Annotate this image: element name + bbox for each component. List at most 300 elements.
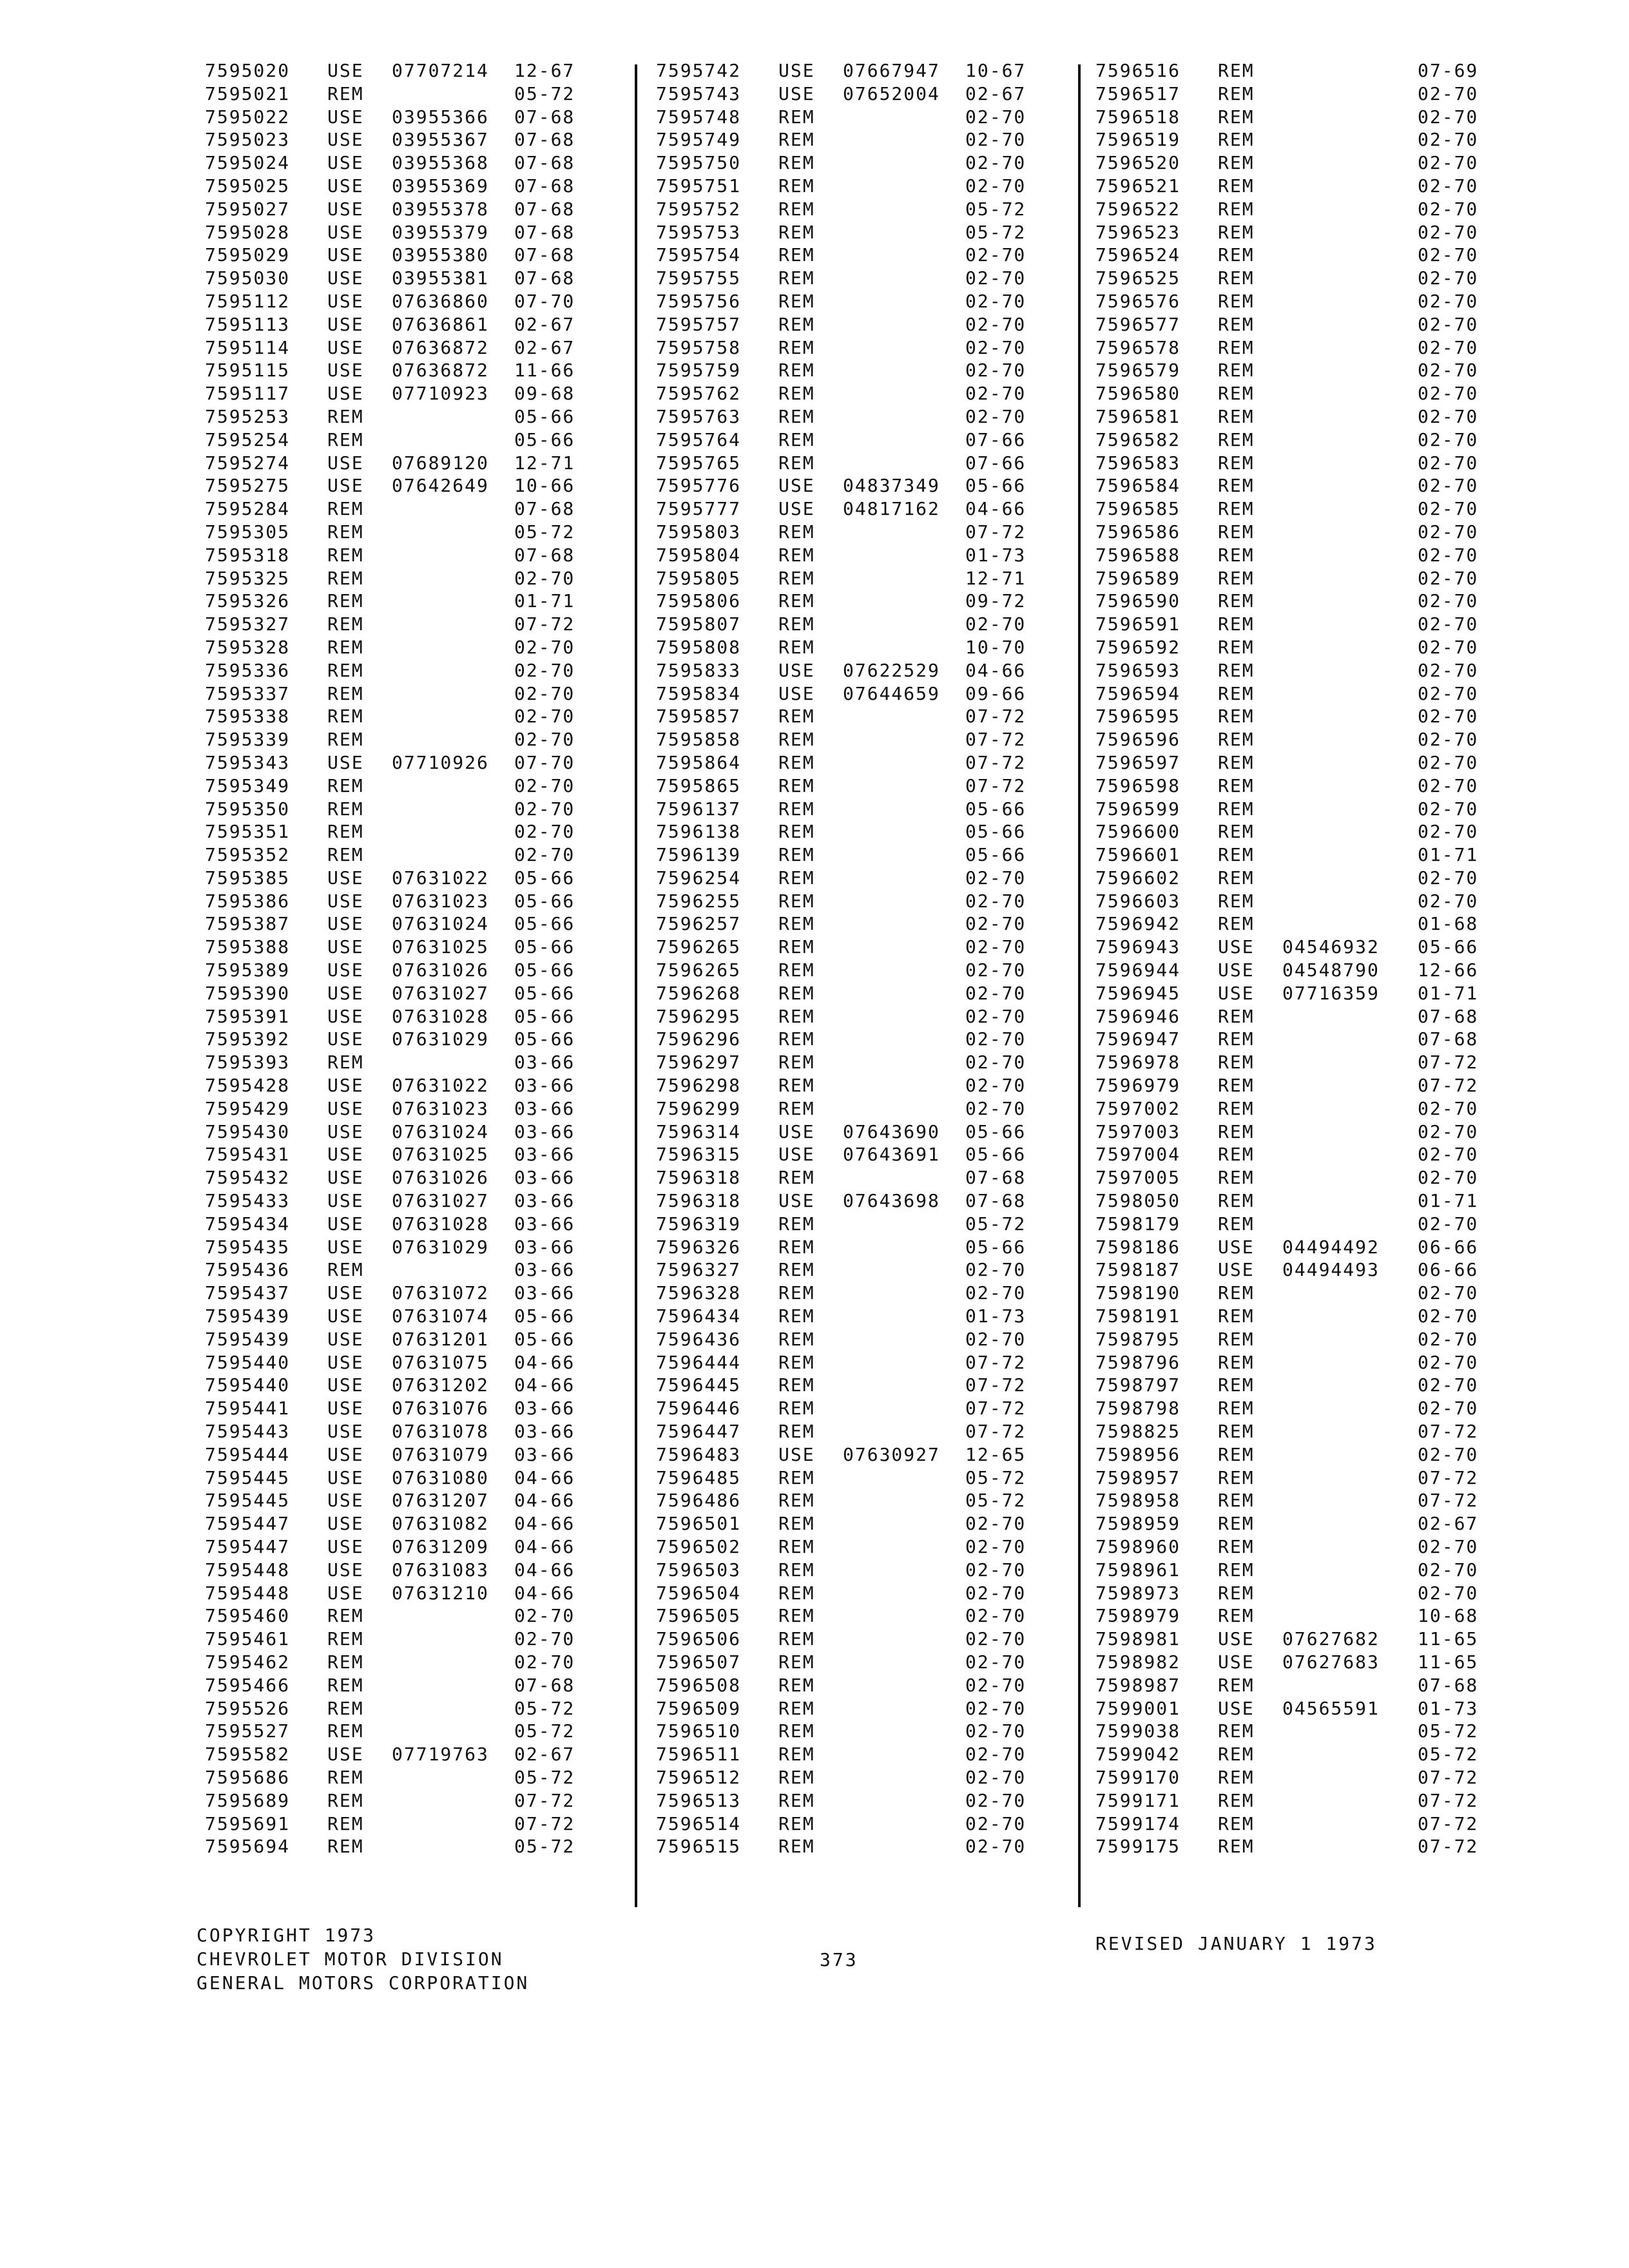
- effective-date: 07-72: [514, 1789, 575, 1811]
- replacement-part-number: 07652004: [843, 82, 940, 104]
- disposition-code: REM: [778, 936, 815, 958]
- part-number: 7595439: [205, 1328, 291, 1350]
- disposition-code: REM: [1218, 774, 1255, 796]
- disposition-code: REM: [1218, 290, 1255, 312]
- effective-date: 02-70: [965, 867, 1027, 889]
- page-number: 373: [820, 1949, 858, 1970]
- disposition-code: USE: [327, 1213, 364, 1235]
- part-number: 7596520: [1095, 152, 1181, 174]
- effective-date: 07-72: [965, 1398, 1027, 1419]
- part-number: 7595803: [656, 521, 742, 543]
- part-number: 7595115: [205, 360, 291, 381]
- part-number: 7595441: [205, 1398, 291, 1419]
- disposition-code: REM: [778, 360, 815, 381]
- part-number: 7595328: [205, 636, 291, 658]
- disposition-code: REM: [1218, 1766, 1255, 1788]
- disposition-code: REM: [1218, 1075, 1255, 1097]
- disposition-code: REM: [778, 982, 815, 1004]
- effective-date: 02-70: [1418, 175, 1479, 197]
- effective-date: 05-72: [965, 1213, 1027, 1235]
- effective-date: 02-70: [965, 405, 1027, 427]
- effective-date: 05-66: [965, 1120, 1027, 1142]
- disposition-code: REM: [327, 405, 364, 427]
- part-number: 7596593: [1095, 659, 1181, 681]
- part-number: 7596326: [656, 1236, 742, 1258]
- disposition-code: USE: [778, 82, 815, 104]
- part-number: 7596600: [1095, 821, 1181, 843]
- disposition-code: REM: [1218, 82, 1255, 104]
- part-number: 7595444: [205, 1443, 291, 1465]
- effective-date: 05-72: [514, 82, 575, 104]
- copyright-line: COPYRIGHT 1973: [197, 1925, 376, 1946]
- disposition-code: REM: [778, 774, 815, 796]
- part-number: 7598187: [1095, 1259, 1181, 1281]
- part-number: 7595434: [205, 1213, 291, 1235]
- effective-date: 07-72: [965, 729, 1027, 751]
- effective-date: 07-68: [1418, 1005, 1479, 1027]
- part-number: 7595750: [656, 152, 742, 174]
- disposition-code: REM: [1218, 1605, 1255, 1627]
- effective-date: 05-66: [514, 1005, 575, 1027]
- effective-date: 02-70: [965, 244, 1027, 266]
- disposition-code: REM: [1218, 1582, 1255, 1604]
- part-number: 7595030: [205, 267, 291, 289]
- effective-date: 02-70: [965, 313, 1027, 335]
- part-number: 7595754: [656, 244, 742, 266]
- effective-date: 05-66: [1418, 936, 1479, 958]
- effective-date: 06-66: [1418, 1259, 1479, 1281]
- effective-date: 07-68: [1418, 1674, 1479, 1696]
- replacement-part-number: 07643698: [843, 1190, 940, 1212]
- disposition-code: USE: [327, 1582, 364, 1604]
- disposition-code: REM: [778, 1005, 815, 1027]
- effective-date: 02-70: [1418, 1167, 1479, 1189]
- effective-date: 03-66: [514, 1443, 575, 1465]
- effective-date: 02-70: [514, 798, 575, 820]
- disposition-code: USE: [1218, 1628, 1255, 1650]
- disposition-code: USE: [327, 1144, 364, 1166]
- part-number: 7597005: [1095, 1167, 1181, 1189]
- effective-date: 02-67: [514, 1744, 575, 1765]
- part-number: 7596509: [656, 1697, 742, 1719]
- part-number: 7595752: [656, 198, 742, 220]
- effective-date: 05-66: [514, 867, 575, 889]
- disposition-code: REM: [778, 1305, 815, 1327]
- effective-date: 02-70: [1418, 682, 1479, 704]
- disposition-code: REM: [778, 544, 815, 566]
- disposition-code: REM: [778, 1421, 815, 1443]
- part-number: 7595318: [205, 544, 291, 566]
- part-number: 7595447: [205, 1513, 291, 1535]
- effective-date: 02-70: [514, 729, 575, 751]
- part-number: 7596585: [1095, 498, 1181, 520]
- disposition-code: REM: [1218, 613, 1255, 635]
- disposition-code: USE: [327, 129, 364, 151]
- effective-date: 04-66: [965, 498, 1027, 520]
- effective-date: 02-70: [514, 659, 575, 681]
- replacement-part-number: 03955381: [392, 267, 489, 289]
- effective-date: 12-71: [965, 567, 1027, 589]
- effective-date: 02-70: [965, 1097, 1027, 1119]
- effective-date: 02-70: [965, 1836, 1027, 1858]
- part-number: 7595460: [205, 1605, 291, 1627]
- effective-date: 04-66: [514, 1466, 575, 1488]
- replacement-part-number: 07689120: [392, 452, 489, 474]
- part-number: 7595338: [205, 706, 291, 727]
- effective-date: 01-73: [965, 544, 1027, 566]
- effective-date: 01-71: [1418, 1190, 1479, 1212]
- disposition-code: REM: [778, 1259, 815, 1281]
- disposition-code: REM: [1218, 60, 1255, 81]
- part-number: 7595114: [205, 336, 291, 358]
- disposition-code: REM: [778, 152, 815, 174]
- replacement-part-number: 03955379: [392, 221, 489, 243]
- disposition-code: REM: [327, 1674, 364, 1696]
- disposition-code: REM: [778, 1167, 815, 1189]
- part-number: 7596510: [656, 1720, 742, 1742]
- disposition-code: REM: [327, 636, 364, 658]
- disposition-code: USE: [327, 1305, 364, 1327]
- part-number: 7595336: [205, 659, 291, 681]
- part-number: 7595275: [205, 475, 291, 497]
- disposition-code: REM: [1218, 1812, 1255, 1834]
- part-number: 7595756: [656, 290, 742, 312]
- disposition-code: REM: [778, 636, 815, 658]
- disposition-code: REM: [1218, 706, 1255, 727]
- part-number: 7596508: [656, 1674, 742, 1696]
- part-number: 7595349: [205, 774, 291, 796]
- disposition-code: USE: [778, 60, 815, 81]
- effective-date: 02-70: [1418, 383, 1479, 405]
- replacement-part-number: 03955380: [392, 244, 489, 266]
- part-number: 7595429: [205, 1097, 291, 1119]
- part-number: 7595466: [205, 1674, 291, 1696]
- disposition-code: USE: [327, 175, 364, 197]
- effective-date: 02-70: [1418, 1351, 1479, 1373]
- part-number: 7596515: [656, 1836, 742, 1858]
- part-number: 7595431: [205, 1144, 291, 1166]
- replacement-part-number: 07631209: [392, 1536, 489, 1557]
- part-number: 7595448: [205, 1559, 291, 1581]
- disposition-code: REM: [327, 1720, 364, 1742]
- effective-date: 02-70: [1418, 544, 1479, 566]
- effective-date: 02-70: [965, 1075, 1027, 1097]
- part-number: 7596590: [1095, 590, 1181, 612]
- part-number: 7595113: [205, 313, 291, 335]
- disposition-code: USE: [327, 221, 364, 243]
- disposition-code: REM: [327, 1836, 364, 1858]
- effective-date: 02-70: [514, 1651, 575, 1673]
- effective-date: 02-70: [965, 613, 1027, 635]
- effective-date: 09-66: [965, 682, 1027, 704]
- effective-date: 07-70: [514, 751, 575, 773]
- disposition-code: REM: [1218, 729, 1255, 751]
- replacement-part-number: 07631082: [392, 1513, 489, 1535]
- part-number: 7598050: [1095, 1190, 1181, 1212]
- disposition-code: USE: [327, 1374, 364, 1396]
- replacement-part-number: 07627682: [1282, 1628, 1380, 1650]
- effective-date: 02-70: [1418, 1536, 1479, 1557]
- disposition-code: REM: [778, 1628, 815, 1650]
- effective-date: 10-70: [965, 636, 1027, 658]
- effective-date: 12-65: [965, 1443, 1027, 1465]
- effective-date: 02-70: [1418, 1282, 1479, 1304]
- disposition-code: REM: [1218, 1005, 1255, 1027]
- disposition-code: REM: [327, 821, 364, 843]
- part-number: 7599175: [1095, 1836, 1181, 1858]
- part-number: 7598179: [1095, 1213, 1181, 1235]
- part-number: 7596943: [1095, 936, 1181, 958]
- effective-date: 07-68: [514, 244, 575, 266]
- effective-date: 02-70: [1418, 1443, 1479, 1465]
- disposition-code: REM: [1218, 1028, 1255, 1050]
- effective-date: 02-70: [1418, 706, 1479, 727]
- part-number: 7596507: [656, 1651, 742, 1673]
- part-number: 7595389: [205, 959, 291, 981]
- column-divider: [1078, 64, 1081, 1907]
- part-number: 7596268: [656, 982, 742, 1004]
- effective-date: 02-70: [1418, 1328, 1479, 1350]
- effective-date: 07-72: [1418, 1836, 1479, 1858]
- effective-date: 02-70: [1418, 1559, 1479, 1581]
- part-number: 7596314: [656, 1120, 742, 1142]
- effective-date: 07-72: [1418, 1075, 1479, 1097]
- replacement-part-number: 07716359: [1282, 982, 1380, 1004]
- part-number: 7595527: [205, 1720, 291, 1742]
- effective-date: 05-72: [965, 1490, 1027, 1512]
- effective-date: 01-73: [965, 1305, 1027, 1327]
- part-number: 7596503: [656, 1559, 742, 1581]
- effective-date: 07-68: [965, 1190, 1027, 1212]
- replacement-part-number: 07719763: [392, 1744, 489, 1765]
- disposition-code: REM: [1218, 1120, 1255, 1142]
- part-number: 7595027: [205, 198, 291, 220]
- effective-date: 02-70: [965, 152, 1027, 174]
- disposition-code: REM: [1218, 1443, 1255, 1465]
- part-number: 7595024: [205, 152, 291, 174]
- replacement-part-number: 07667947: [843, 60, 940, 81]
- effective-date: 04-66: [514, 1490, 575, 1512]
- disposition-code: REM: [1218, 1213, 1255, 1235]
- disposition-code: REM: [327, 613, 364, 635]
- effective-date: 05-72: [514, 521, 575, 543]
- part-number: 7595765: [656, 452, 742, 474]
- disposition-code: REM: [327, 1605, 364, 1627]
- effective-date: 02-70: [965, 383, 1027, 405]
- effective-date: 07-72: [965, 1351, 1027, 1373]
- effective-date: 02-70: [965, 1651, 1027, 1673]
- part-number: 7596299: [656, 1097, 742, 1119]
- disposition-code: REM: [778, 267, 815, 289]
- disposition-code: REM: [1218, 1052, 1255, 1073]
- disposition-code: REM: [778, 890, 815, 912]
- effective-date: 02-70: [1418, 405, 1479, 427]
- effective-date: 07-68: [514, 221, 575, 243]
- part-number: 7595387: [205, 913, 291, 935]
- effective-date: 02-70: [965, 360, 1027, 381]
- part-number: 7596486: [656, 1490, 742, 1512]
- effective-date: 03-66: [514, 1398, 575, 1419]
- effective-date: 02-70: [514, 1628, 575, 1650]
- effective-date: 04-66: [514, 1536, 575, 1557]
- replacement-part-number: 07631026: [392, 1167, 489, 1189]
- disposition-code: USE: [327, 1097, 364, 1119]
- effective-date: 02-70: [1418, 1213, 1479, 1235]
- effective-date: 03-66: [514, 1167, 575, 1189]
- disposition-code: REM: [778, 198, 815, 220]
- disposition-code: REM: [327, 798, 364, 820]
- disposition-code: REM: [327, 1052, 364, 1073]
- effective-date: 02-70: [965, 1328, 1027, 1350]
- disposition-code: REM: [327, 706, 364, 727]
- part-number: 7595526: [205, 1697, 291, 1719]
- replacement-part-number: 07631029: [392, 1028, 489, 1050]
- part-number: 7596298: [656, 1075, 742, 1097]
- disposition-code: REM: [1218, 659, 1255, 681]
- part-number: 7598982: [1095, 1651, 1181, 1673]
- effective-date: 05-66: [514, 959, 575, 981]
- disposition-code: REM: [778, 1744, 815, 1765]
- part-number: 7595284: [205, 498, 291, 520]
- effective-date: 02-70: [1418, 521, 1479, 543]
- part-number: 7596138: [656, 821, 742, 843]
- effective-date: 02-70: [965, 936, 1027, 958]
- disposition-code: REM: [778, 405, 815, 427]
- effective-date: 02-70: [1418, 428, 1479, 450]
- part-number: 7595305: [205, 521, 291, 543]
- part-number: 7595274: [205, 452, 291, 474]
- part-number: 7595254: [205, 428, 291, 450]
- part-number: 7595022: [205, 106, 291, 128]
- replacement-part-number: 07631025: [392, 936, 489, 958]
- part-number: 7596318: [656, 1190, 742, 1212]
- disposition-code: REM: [1218, 383, 1255, 405]
- disposition-code: REM: [327, 521, 364, 543]
- effective-date: 02-70: [965, 1628, 1027, 1650]
- effective-date: 07-72: [965, 1374, 1027, 1396]
- part-number: 7595461: [205, 1628, 291, 1650]
- part-number: 7596978: [1095, 1052, 1181, 1073]
- disposition-code: USE: [1218, 1697, 1255, 1719]
- replacement-part-number: 04546932: [1282, 936, 1380, 958]
- disposition-code: REM: [1218, 821, 1255, 843]
- effective-date: 03-66: [514, 1097, 575, 1119]
- effective-date: 10-66: [514, 475, 575, 497]
- replacement-part-number: 07631022: [392, 1075, 489, 1097]
- effective-date: 02-70: [965, 1536, 1027, 1557]
- part-number: 7597004: [1095, 1144, 1181, 1166]
- part-number: 7596523: [1095, 221, 1181, 243]
- disposition-code: REM: [1218, 1744, 1255, 1765]
- part-number: 7598960: [1095, 1536, 1181, 1557]
- disposition-code: REM: [1218, 1351, 1255, 1373]
- part-number: 7595326: [205, 590, 291, 612]
- part-number: 7595430: [205, 1120, 291, 1142]
- disposition-code: REM: [778, 521, 815, 543]
- replacement-part-number: 07630927: [843, 1443, 940, 1465]
- effective-date: 07-72: [514, 1812, 575, 1834]
- disposition-code: REM: [1218, 152, 1255, 174]
- effective-date: 02-70: [1418, 244, 1479, 266]
- part-number: 7595694: [205, 1836, 291, 1858]
- part-number: 7595753: [656, 221, 742, 243]
- replacement-part-number: 07631024: [392, 1120, 489, 1142]
- effective-date: 06-66: [1418, 1236, 1479, 1258]
- replacement-part-number: 07631201: [392, 1328, 489, 1350]
- disposition-code: REM: [778, 821, 815, 843]
- effective-date: 02-70: [965, 890, 1027, 912]
- disposition-code: REM: [1218, 567, 1255, 589]
- disposition-code: REM: [327, 1697, 364, 1719]
- disposition-code: USE: [778, 1144, 815, 1166]
- effective-date: 02-70: [1418, 659, 1479, 681]
- part-number: 7598798: [1095, 1398, 1181, 1419]
- effective-date: 07-72: [1418, 1466, 1479, 1488]
- replacement-part-number: 07636872: [392, 360, 489, 381]
- effective-date: 07-72: [1418, 1766, 1479, 1788]
- part-number: 7596594: [1095, 682, 1181, 704]
- corporation-line: GENERAL MOTORS CORPORATION: [197, 1972, 530, 1994]
- part-number: 7596578: [1095, 336, 1181, 358]
- disposition-code: REM: [1218, 1328, 1255, 1350]
- effective-date: 02-70: [1418, 1144, 1479, 1166]
- part-number: 7595443: [205, 1421, 291, 1443]
- effective-date: 02-70: [1418, 636, 1479, 658]
- effective-date: 01-71: [1418, 982, 1479, 1004]
- effective-date: 07-68: [514, 498, 575, 520]
- effective-date: 05-72: [965, 198, 1027, 220]
- part-number: 7595253: [205, 405, 291, 427]
- part-number: 7599001: [1095, 1697, 1181, 1719]
- part-number: 7596504: [656, 1582, 742, 1604]
- part-number: 7596944: [1095, 959, 1181, 981]
- effective-date: 07-68: [514, 544, 575, 566]
- effective-date: 05-66: [514, 890, 575, 912]
- effective-date: 03-66: [514, 1120, 575, 1142]
- disposition-code: USE: [327, 1536, 364, 1557]
- disposition-code: REM: [778, 1559, 815, 1581]
- effective-date: 02-70: [965, 1582, 1027, 1604]
- part-number: 7596581: [1095, 405, 1181, 427]
- effective-date: 12-67: [514, 60, 575, 81]
- effective-date: 02-70: [514, 567, 575, 589]
- effective-date: 02-70: [965, 1674, 1027, 1696]
- replacement-part-number: 07631029: [392, 1236, 489, 1258]
- effective-date: 12-71: [514, 452, 575, 474]
- part-number: 7596436: [656, 1328, 742, 1350]
- disposition-code: REM: [1218, 221, 1255, 243]
- effective-date: 04-66: [514, 1582, 575, 1604]
- effective-date: 01-71: [514, 590, 575, 612]
- part-number: 7596580: [1095, 383, 1181, 405]
- part-number: 7595834: [656, 682, 742, 704]
- replacement-part-number: 07631083: [392, 1559, 489, 1581]
- part-number: 7596434: [656, 1305, 742, 1327]
- replacement-part-number: 07707214: [392, 60, 489, 81]
- part-number: 7596319: [656, 1213, 742, 1235]
- effective-date: 07-68: [514, 267, 575, 289]
- effective-date: 07-72: [1418, 1812, 1479, 1834]
- effective-date: 05-72: [514, 1836, 575, 1858]
- disposition-code: REM: [778, 798, 815, 820]
- effective-date: 04-66: [514, 1559, 575, 1581]
- part-number: 7596265: [656, 959, 742, 981]
- effective-date: 02-70: [965, 1005, 1027, 1027]
- effective-date: 02-70: [1418, 152, 1479, 174]
- effective-date: 02-70: [965, 1052, 1027, 1073]
- disposition-code: REM: [1218, 682, 1255, 704]
- disposition-code: USE: [327, 1236, 364, 1258]
